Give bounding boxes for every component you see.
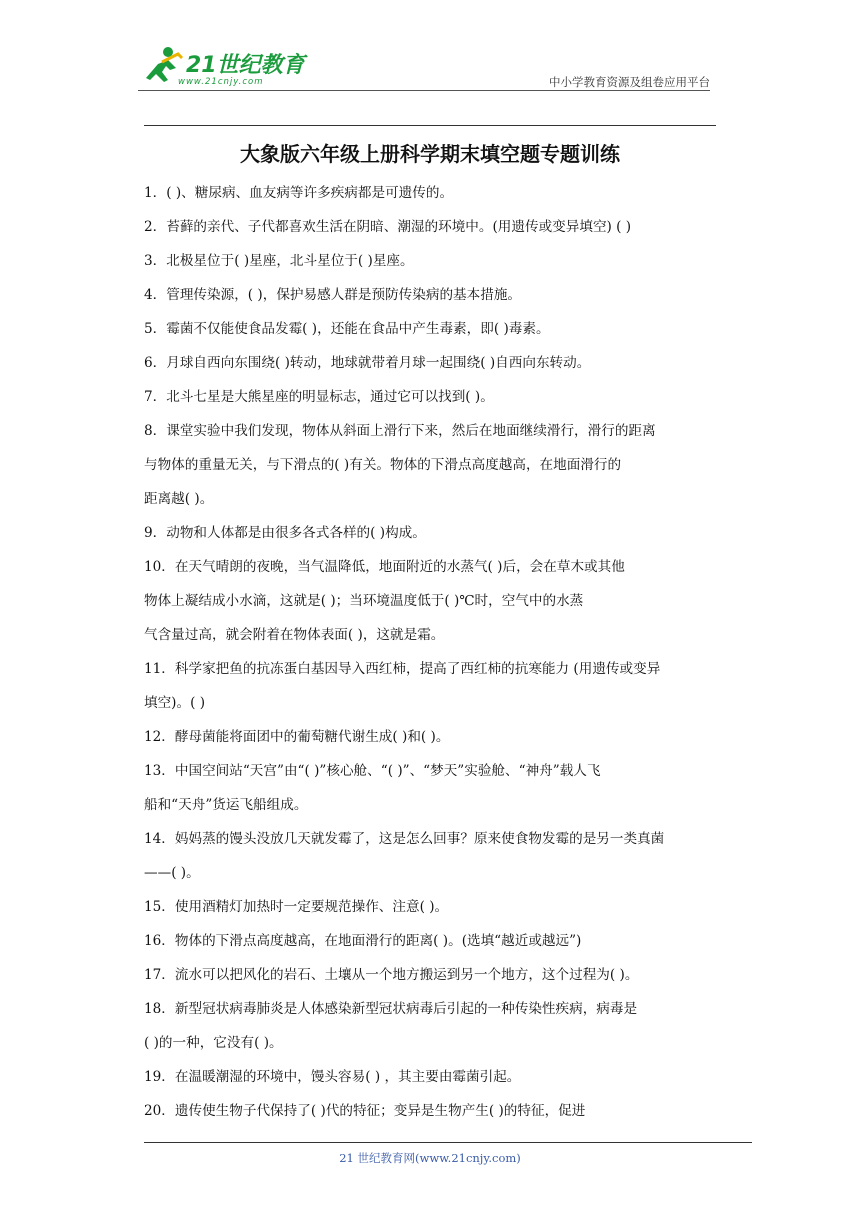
question-line: 10．在天气晴朗的夜晚，当气温降低，地面附近的水蒸气( )后，会在草木或其他 <box>144 559 625 575</box>
question-list <box>144 176 716 1128</box>
question-line: 填空)。( ) <box>144 695 206 711</box>
question-line: ——( )。 <box>144 865 200 881</box>
header-divider <box>138 90 710 91</box>
question-line: 7．北斗七星是大熊星座的明显标志，通过它可以找到( )。 <box>144 389 494 405</box>
question-line: 与物体的重量无关，与下滑点的( )有关。物体的下滑点高度越高，在地面滑行的 <box>144 457 622 473</box>
question-line: 13．中国空间站“天宫”由“( )”核心舱、“( )”、“梦天”实验舱、“神舟”载人飞 <box>144 763 601 779</box>
question-line: 17．流水可以把风化的岩石、土壤从一个地方搬运到另一个地方，这个过程为( )。 <box>144 967 639 983</box>
site-logo <box>138 44 308 90</box>
question-line: 16．物体的下滑点高度越高，在地面滑行的距离( )。(选填“越近或越远”) <box>144 933 582 949</box>
page-footer: 21 世纪教育网(www.21cnjy.com) <box>339 1151 521 1165</box>
question-line: 船和“天舟”货运飞船组成。 <box>144 797 308 813</box>
question-line: 19．在温暖潮湿的环境中，馒头容易( ) ，其主要由霉菌引起。 <box>144 1069 521 1085</box>
question-line: 3．北极星位于( )星座，北斗星位于( )星座。 <box>144 253 414 269</box>
question-line: 2．苔藓的亲代、子代都喜欢生活在阴暗、潮湿的环境中。(用遗传或变异填空) ( ) <box>144 219 632 235</box>
question-line: 5．霉菌不仅能使食品发霉( )，还能在食品中产生毒素，即( )毒素。 <box>144 321 550 337</box>
question-line: 15．使用酒精灯加热时一定要规范操作、注意( )。 <box>144 899 449 915</box>
question-line: 12．酵母菌能将面团中的葡萄糖代谢生成( )和( )。 <box>144 729 450 745</box>
question-line: 14．妈妈蒸的馒头没放几天就发霉了，这是怎么回事？原来使食物发霉的是另一类真菌 <box>144 831 665 847</box>
question-line: 6．月球自西向东围绕( )转动，地球就带着月球一起围绕( )自西向东转动。 <box>144 355 591 371</box>
title-divider <box>144 125 716 126</box>
question-line: 物体上凝结成小水滴，这就是( )；当环境温度低于( )℃时，空气中的水蒸 <box>144 593 584 609</box>
question-line: 8．课堂实验中我们发现，物体从斜面上滑行下来，然后在地面继续滑行，滑行的距离 <box>144 423 656 439</box>
question-line: 1．( )、糖尿病、血友病等许多疾病都是可遗传的。 <box>144 185 454 201</box>
question-line: ( )的一种，它没有( )。 <box>144 1035 283 1051</box>
question-line: 11．科学家把鱼的抗冻蛋白基因导入西红柿，提高了西红柿的抗寒能力 (用遗传或变异 <box>144 661 661 677</box>
question-line: 4．管理传染源，( )，保护易感人群是预防传染病的基本措施。 <box>144 287 522 303</box>
question-line: 20．遗传使生物子代保持了( )代的特征；变异是生物产生( )的特征，促进 <box>144 1103 586 1119</box>
header-tagline: 中小学教育资源及组卷应用平台 <box>549 75 710 89</box>
question-line: 9．动物和人体都是由很多各式各样的( )构成。 <box>144 525 426 541</box>
question-line: 距离越( )。 <box>144 491 214 507</box>
footer-divider <box>144 1142 752 1143</box>
page-title: 大象版六年级上册科学期末填空题专题训练 <box>240 142 620 166</box>
question-line: 18．新型冠状病毒肺炎是人体感染新型冠状病毒后引起的一种传染性疾病，病毒是 <box>144 1001 638 1017</box>
logo-brand-text: 21世纪教育 <box>186 53 305 78</box>
question-line: 气含量过高，就会附着在物体表面( )，这就是霜。 <box>144 627 445 643</box>
logo-url-text: www.21cnjy.com <box>178 77 264 87</box>
